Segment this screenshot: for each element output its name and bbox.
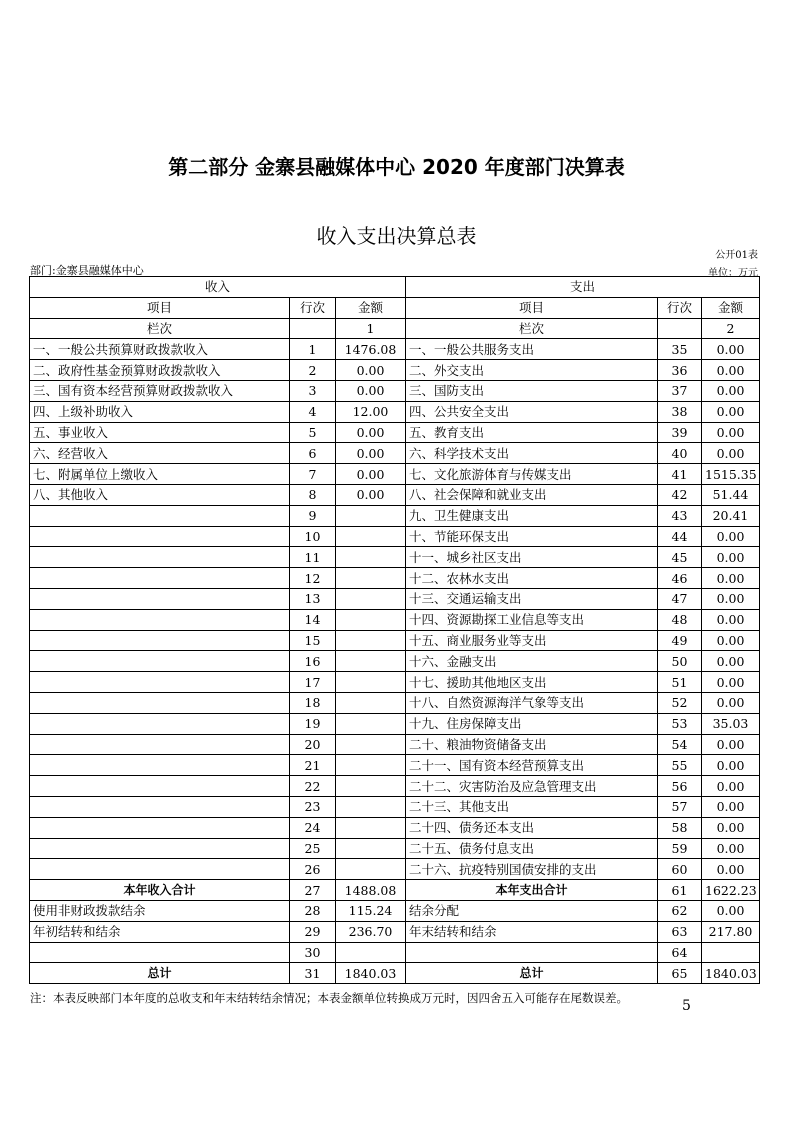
expense-row-number-cell: 49 bbox=[658, 630, 702, 651]
expense-item-cell: 十八、自然资源海洋气象等支出 bbox=[406, 692, 658, 713]
income-item-cell: 一、一般公共预算财政拨款收入 bbox=[30, 339, 290, 360]
expense-item-cell: 三、国防支出 bbox=[406, 380, 658, 401]
income-item-cell: 五、事业收入 bbox=[30, 422, 290, 443]
table-row bbox=[30, 401, 760, 422]
income-amount-cell bbox=[336, 672, 406, 693]
income-row-number-cell: 23 bbox=[290, 796, 336, 817]
income-amount-cell bbox=[336, 692, 406, 713]
income-item-cell bbox=[30, 796, 290, 817]
expense-row-number-cell: 37 bbox=[658, 380, 702, 401]
table-row bbox=[30, 380, 760, 401]
table-row bbox=[30, 360, 760, 381]
income-amount-cell bbox=[336, 796, 406, 817]
expense-item-cell: 二、外交支出 bbox=[406, 360, 658, 381]
table-row bbox=[30, 526, 760, 547]
expense-row-number-cell: 44 bbox=[658, 526, 702, 547]
expense-row-number-cell: 41 bbox=[658, 464, 702, 485]
expense-column-number: 2 bbox=[702, 318, 760, 339]
expense-amount-cell: 1622.23 bbox=[702, 880, 760, 901]
page-title: 第二部分 金寨县融媒体中心 2020 年度部门决算表 bbox=[168, 155, 625, 179]
income-row-number-cell: 16 bbox=[290, 651, 336, 672]
income-row-number-cell: 24 bbox=[290, 817, 336, 838]
income-item-cell: 三、国有资本经营预算财政拨款收入 bbox=[30, 380, 290, 401]
income-row-number-cell: 1 bbox=[290, 339, 336, 360]
income-row-number-cell: 11 bbox=[290, 547, 336, 568]
expense-row-number-cell: 56 bbox=[658, 776, 702, 797]
income-item-cell: 六、经营收入 bbox=[30, 443, 290, 464]
income-row-number-cell: 14 bbox=[290, 609, 336, 630]
income-item-cell bbox=[30, 692, 290, 713]
income-row-number-cell: 17 bbox=[290, 672, 336, 693]
expense-item-cell: 八、社会保障和就业支出 bbox=[406, 484, 658, 505]
income-row-number-cell: 4 bbox=[290, 401, 336, 422]
empty-cell bbox=[658, 318, 702, 339]
income-item-cell bbox=[30, 755, 290, 776]
expense-row-number-cell: 42 bbox=[658, 484, 702, 505]
expense-item-cell: 十九、住房保障支出 bbox=[406, 713, 658, 734]
income-item-cell bbox=[30, 713, 290, 734]
expense-amount-cell: 0.00 bbox=[702, 755, 760, 776]
income-amount-cell: 236.70 bbox=[336, 921, 406, 942]
income-column-number: 1 bbox=[336, 318, 406, 339]
income-row-number-cell: 26 bbox=[290, 859, 336, 880]
empty-cell bbox=[290, 318, 336, 339]
column-header-row bbox=[30, 297, 760, 318]
income-row-number-cell: 25 bbox=[290, 838, 336, 859]
table-row bbox=[30, 672, 760, 693]
table-row bbox=[30, 713, 760, 734]
table-row bbox=[30, 588, 760, 609]
expense-row-number-cell: 60 bbox=[658, 859, 702, 880]
expense-row-number-cell: 58 bbox=[658, 817, 702, 838]
expense-item-cell: 二十三、其他支出 bbox=[406, 796, 658, 817]
income-item-cell bbox=[30, 776, 290, 797]
expense-section-header: 支出 bbox=[406, 277, 760, 298]
income-item-cell bbox=[30, 609, 290, 630]
expense-item-cell: 十六、金融支出 bbox=[406, 651, 658, 672]
table-row bbox=[30, 443, 760, 464]
income-row-number-cell: 9 bbox=[290, 505, 336, 526]
table-row bbox=[30, 817, 760, 838]
income-row-number-cell: 22 bbox=[290, 776, 336, 797]
income-row-number-cell: 21 bbox=[290, 755, 336, 776]
table-row bbox=[30, 734, 760, 755]
expense-item-cell: 十三、交通运输支出 bbox=[406, 588, 658, 609]
expense-amount-cell: 0.00 bbox=[702, 422, 760, 443]
table-row bbox=[30, 880, 760, 901]
expense-amount-cell: 217.80 bbox=[702, 921, 760, 942]
income-amount-cell bbox=[336, 942, 406, 963]
expense-amount-cell: 51.44 bbox=[702, 484, 760, 505]
income-amount-cell bbox=[336, 609, 406, 630]
expense-item-cell: 十四、资源勘探工业信息等支出 bbox=[406, 609, 658, 630]
table-row bbox=[30, 838, 760, 859]
table-row bbox=[30, 505, 760, 526]
expense-row-number-cell: 65 bbox=[658, 963, 702, 984]
expense-item-cell: 十五、商业服务业等支出 bbox=[406, 630, 658, 651]
expense-row-number-cell: 53 bbox=[658, 713, 702, 734]
expense-row-number-cell: 55 bbox=[658, 755, 702, 776]
income-amount-cell bbox=[336, 547, 406, 568]
income-item-cell: 总计 bbox=[30, 963, 290, 984]
expense-amount-cell: 0.00 bbox=[702, 360, 760, 381]
table-row bbox=[30, 692, 760, 713]
expense-row-number-cell: 38 bbox=[658, 401, 702, 422]
expense-row-number-cell: 62 bbox=[658, 900, 702, 921]
income-amount-cell: 0.00 bbox=[336, 484, 406, 505]
expense-row-number-cell: 46 bbox=[658, 568, 702, 589]
expense-item-cell: 二十、粮油物资储备支出 bbox=[406, 734, 658, 755]
expense-item-cell: 四、公共安全支出 bbox=[406, 401, 658, 422]
expense-item-cell: 总计 bbox=[406, 963, 658, 984]
expense-amount-header: 金额 bbox=[702, 297, 760, 318]
expense-amount-cell: 0.00 bbox=[702, 609, 760, 630]
income-amount-cell: 1840.03 bbox=[336, 963, 406, 984]
income-row-number-cell: 13 bbox=[290, 588, 336, 609]
table-row bbox=[30, 755, 760, 776]
expense-item-cell: 二十一、国有资本经营预算支出 bbox=[406, 755, 658, 776]
income-row-number-cell: 3 bbox=[290, 380, 336, 401]
table-row bbox=[30, 942, 760, 963]
income-row-number-cell: 5 bbox=[290, 422, 336, 443]
income-amount-cell bbox=[336, 505, 406, 526]
expense-amount-cell: 0.00 bbox=[702, 672, 760, 693]
expense-amount-cell: 0.00 bbox=[702, 692, 760, 713]
expense-item-cell bbox=[406, 942, 658, 963]
table-title: 收入支出决算总表 bbox=[316, 224, 477, 248]
expense-row-number-cell: 36 bbox=[658, 360, 702, 381]
income-item-cell bbox=[30, 942, 290, 963]
table-row bbox=[30, 963, 760, 984]
table-row bbox=[30, 484, 760, 505]
income-amount-cell bbox=[336, 859, 406, 880]
expense-amount-cell: 0.00 bbox=[702, 588, 760, 609]
expense-amount-cell: 35.03 bbox=[702, 713, 760, 734]
income-item-cell bbox=[30, 547, 290, 568]
table-row bbox=[30, 859, 760, 880]
expense-item-header: 项目 bbox=[406, 297, 658, 318]
income-amount-cell: 115.24 bbox=[336, 900, 406, 921]
expense-item-cell: 一、一般公共服务支出 bbox=[406, 339, 658, 360]
income-amount-cell bbox=[336, 630, 406, 651]
table-row bbox=[30, 630, 760, 651]
expense-item-cell: 本年支出合计 bbox=[406, 880, 658, 901]
column-number-row bbox=[30, 318, 760, 339]
income-item-cell bbox=[30, 568, 290, 589]
expense-item-cell: 七、文化旅游体育与传媒支出 bbox=[406, 464, 658, 485]
expense-item-cell: 结余分配 bbox=[406, 900, 658, 921]
income-item-cell bbox=[30, 630, 290, 651]
section-header-row bbox=[30, 277, 760, 298]
income-item-cell: 年初结转和结余 bbox=[30, 921, 290, 942]
expense-amount-cell: 1515.35 bbox=[702, 464, 760, 485]
table-row bbox=[30, 339, 760, 360]
income-row-number-cell: 29 bbox=[290, 921, 336, 942]
income-row-header: 行次 bbox=[290, 297, 336, 318]
expense-row-number-cell: 59 bbox=[658, 838, 702, 859]
income-item-cell bbox=[30, 734, 290, 755]
income-item-cell bbox=[30, 838, 290, 859]
expense-item-cell: 十二、农林水支出 bbox=[406, 568, 658, 589]
expense-row-number-cell: 54 bbox=[658, 734, 702, 755]
income-item-cell bbox=[30, 526, 290, 547]
income-item-cell bbox=[30, 672, 290, 693]
income-item-header: 项目 bbox=[30, 297, 290, 318]
income-row-number-cell: 6 bbox=[290, 443, 336, 464]
expense-amount-cell: 0.00 bbox=[702, 339, 760, 360]
income-amount-cell bbox=[336, 651, 406, 672]
expense-row-number-cell: 48 bbox=[658, 609, 702, 630]
expense-item-cell: 十、节能环保支出 bbox=[406, 526, 658, 547]
expense-amount-cell: 0.00 bbox=[702, 796, 760, 817]
income-amount-cell bbox=[336, 526, 406, 547]
income-row-number-cell: 10 bbox=[290, 526, 336, 547]
income-row-number-cell: 15 bbox=[290, 630, 336, 651]
income-item-cell: 本年收入合计 bbox=[30, 880, 290, 901]
table-row bbox=[30, 921, 760, 942]
expense-item-cell: 二十二、灾害防治及应急管理支出 bbox=[406, 776, 658, 797]
income-amount-cell: 0.00 bbox=[336, 380, 406, 401]
expense-item-cell: 二十六、抗疫特别国债安排的支出 bbox=[406, 859, 658, 880]
income-item-cell bbox=[30, 505, 290, 526]
income-amount-cell bbox=[336, 817, 406, 838]
income-amount-header: 金额 bbox=[336, 297, 406, 318]
expense-row-number-cell: 52 bbox=[658, 692, 702, 713]
table-row bbox=[30, 776, 760, 797]
table-row bbox=[30, 422, 760, 443]
expense-amount-cell: 0.00 bbox=[702, 630, 760, 651]
table-row bbox=[30, 900, 760, 921]
expense-amount-cell: 0.00 bbox=[702, 859, 760, 880]
income-item-cell: 八、其他收入 bbox=[30, 484, 290, 505]
expense-row-number-cell: 51 bbox=[658, 672, 702, 693]
expense-amount-cell: 0.00 bbox=[702, 443, 760, 464]
income-item-cell: 四、上级补助收入 bbox=[30, 401, 290, 422]
income-amount-cell: 0.00 bbox=[336, 443, 406, 464]
income-amount-cell bbox=[336, 713, 406, 734]
table-row bbox=[30, 464, 760, 485]
expense-amount-cell: 0.00 bbox=[702, 401, 760, 422]
income-amount-cell bbox=[336, 838, 406, 859]
expense-amount-cell bbox=[702, 942, 760, 963]
income-lanci-label: 栏次 bbox=[30, 318, 290, 339]
income-amount-cell: 1488.08 bbox=[336, 880, 406, 901]
expense-item-cell: 十一、城乡社区支出 bbox=[406, 547, 658, 568]
income-item-cell: 二、政府性基金预算财政拨款收入 bbox=[30, 360, 290, 381]
expense-amount-cell: 0.00 bbox=[702, 734, 760, 755]
expense-row-header: 行次 bbox=[658, 297, 702, 318]
expense-item-cell: 二十五、债务付息支出 bbox=[406, 838, 658, 859]
expense-item-cell: 年末结转和结余 bbox=[406, 921, 658, 942]
department-label: 部门:金寨县融媒体中心 bbox=[30, 264, 144, 277]
income-amount-cell: 0.00 bbox=[336, 464, 406, 485]
expense-item-cell: 六、科学技术支出 bbox=[406, 443, 658, 464]
expense-row-number-cell: 45 bbox=[658, 547, 702, 568]
expense-amount-cell: 0.00 bbox=[702, 380, 760, 401]
income-section-header: 收入 bbox=[30, 277, 406, 298]
table-row bbox=[30, 568, 760, 589]
income-row-number-cell: 27 bbox=[290, 880, 336, 901]
form-number: 公开01表 bbox=[715, 250, 758, 261]
unit-label: 单位：万元 bbox=[708, 268, 758, 279]
income-amount-cell bbox=[336, 776, 406, 797]
income-row-number-cell: 2 bbox=[290, 360, 336, 381]
expense-row-number-cell: 63 bbox=[658, 921, 702, 942]
expense-amount-cell: 0.00 bbox=[702, 526, 760, 547]
income-amount-cell bbox=[336, 755, 406, 776]
expense-lanci-label: 栏次 bbox=[406, 318, 658, 339]
table-row bbox=[30, 651, 760, 672]
income-row-number-cell: 7 bbox=[290, 464, 336, 485]
income-row-number-cell: 8 bbox=[290, 484, 336, 505]
income-row-number-cell: 30 bbox=[290, 942, 336, 963]
expense-amount-cell: 0.00 bbox=[702, 838, 760, 859]
expense-amount-cell: 0.00 bbox=[702, 568, 760, 589]
expense-amount-cell: 0.00 bbox=[702, 900, 760, 921]
expense-amount-cell: 1840.03 bbox=[702, 963, 760, 984]
income-amount-cell: 0.00 bbox=[336, 360, 406, 381]
expense-amount-cell: 0.00 bbox=[702, 776, 760, 797]
expense-item-cell: 五、教育支出 bbox=[406, 422, 658, 443]
income-row-number-cell: 18 bbox=[290, 692, 336, 713]
expense-row-number-cell: 39 bbox=[658, 422, 702, 443]
income-row-number-cell: 28 bbox=[290, 900, 336, 921]
income-item-cell bbox=[30, 651, 290, 672]
income-item-cell bbox=[30, 817, 290, 838]
income-row-number-cell: 31 bbox=[290, 963, 336, 984]
income-amount-cell bbox=[336, 588, 406, 609]
expense-amount-cell: 20.41 bbox=[702, 505, 760, 526]
income-row-number-cell: 12 bbox=[290, 568, 336, 589]
expense-row-number-cell: 40 bbox=[658, 443, 702, 464]
income-item-cell: 使用非财政拨款结余 bbox=[30, 900, 290, 921]
income-amount-cell bbox=[336, 568, 406, 589]
income-row-number-cell: 19 bbox=[290, 713, 336, 734]
income-item-cell bbox=[30, 588, 290, 609]
table-row bbox=[30, 609, 760, 630]
expense-row-number-cell: 50 bbox=[658, 651, 702, 672]
income-amount-cell: 12.00 bbox=[336, 401, 406, 422]
expense-row-number-cell: 43 bbox=[658, 505, 702, 526]
income-item-cell: 七、附属单位上缴收入 bbox=[30, 464, 290, 485]
expense-item-cell: 二十四、债务还本支出 bbox=[406, 817, 658, 838]
expense-row-number-cell: 64 bbox=[658, 942, 702, 963]
expense-item-cell: 九、卫生健康支出 bbox=[406, 505, 658, 526]
expense-item-cell: 十七、援助其他地区支出 bbox=[406, 672, 658, 693]
page-number: 5 bbox=[682, 998, 691, 1014]
table-row bbox=[30, 796, 760, 817]
income-amount-cell: 0.00 bbox=[336, 422, 406, 443]
expense-amount-cell: 0.00 bbox=[702, 547, 760, 568]
income-item-cell bbox=[30, 859, 290, 880]
income-row-number-cell: 20 bbox=[290, 734, 336, 755]
expense-row-number-cell: 57 bbox=[658, 796, 702, 817]
footnote: 注：本表反映部门本年度的总收支和年末结转结余情况；本表金额单位转换成万元时，因四舍五入可能存在尾数误差。 bbox=[30, 991, 628, 1005]
income-amount-cell bbox=[336, 734, 406, 755]
expense-row-number-cell: 61 bbox=[658, 880, 702, 901]
expense-row-number-cell: 35 bbox=[658, 339, 702, 360]
income-amount-cell: 1476.08 bbox=[336, 339, 406, 360]
expense-amount-cell: 0.00 bbox=[702, 651, 760, 672]
expense-row-number-cell: 47 bbox=[658, 588, 702, 609]
table-row bbox=[30, 547, 760, 568]
budget-table bbox=[29, 276, 760, 984]
expense-amount-cell: 0.00 bbox=[702, 817, 760, 838]
